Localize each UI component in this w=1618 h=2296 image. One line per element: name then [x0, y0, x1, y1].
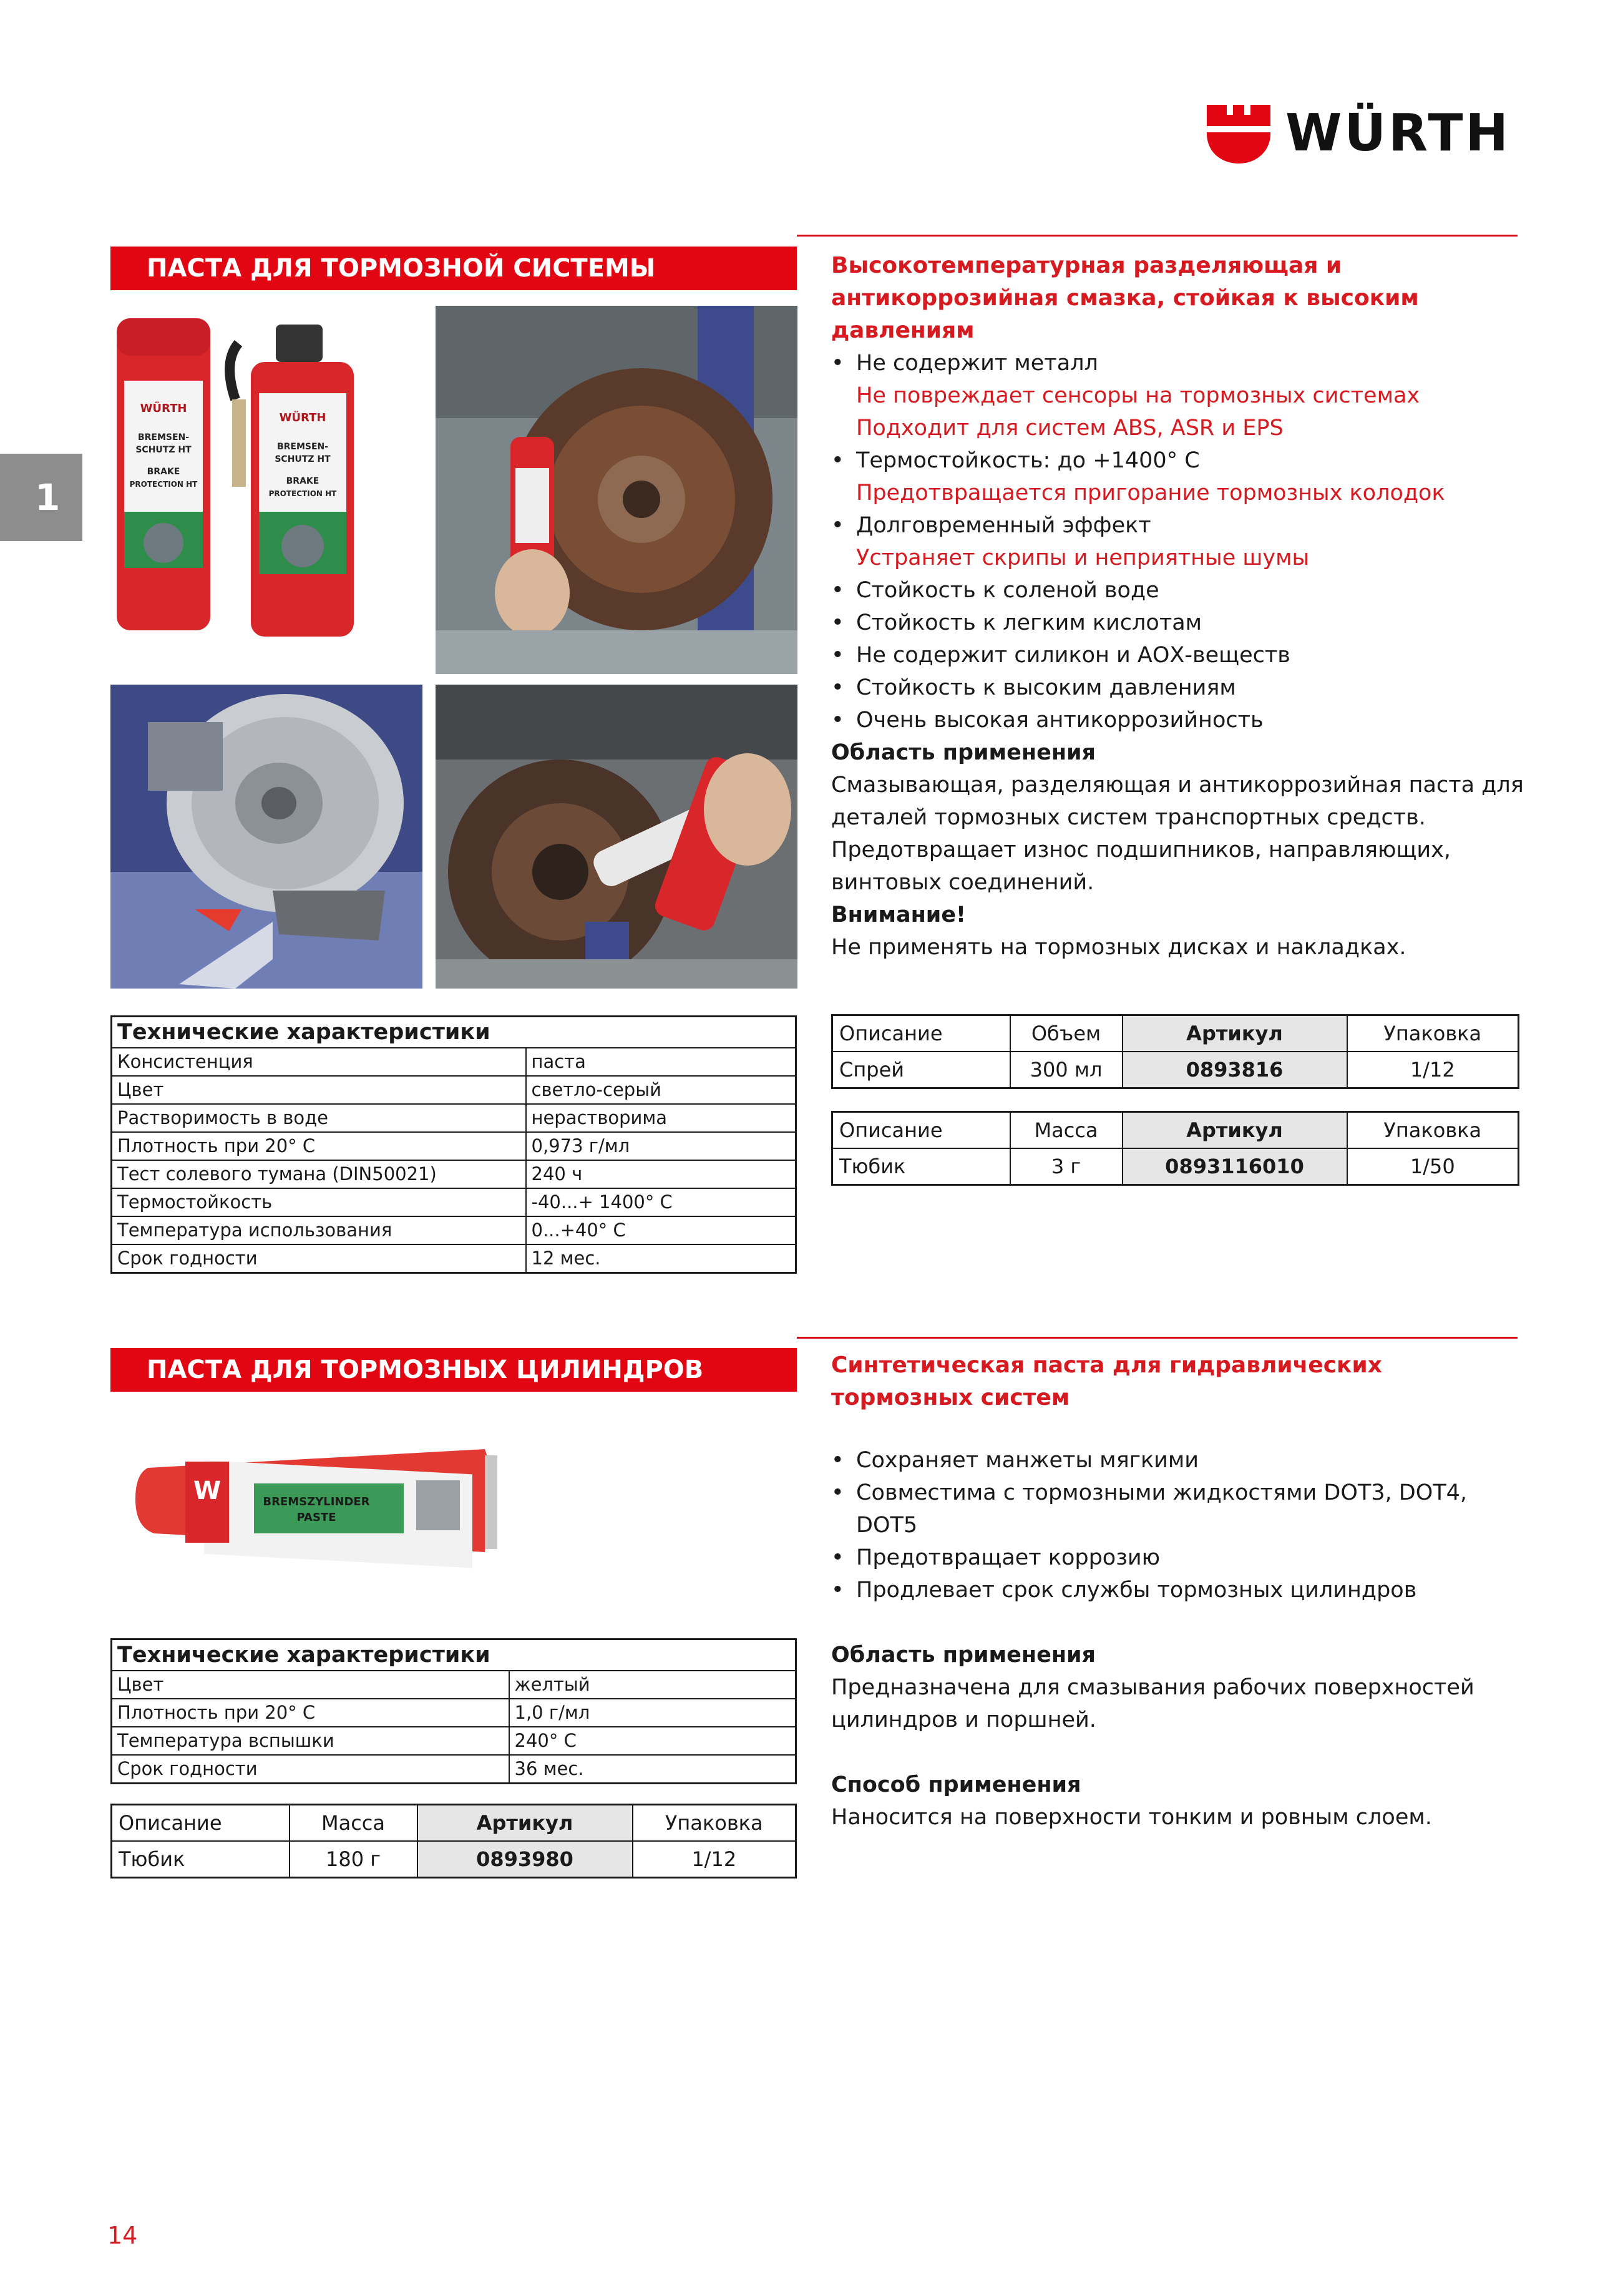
feature-item: • Продлевает срок службы тормозных цилиндров: [831, 1574, 1524, 1606]
feature-item: • Совместима с тормозными жидкостями DOT3, DOT4, DOT5: [831, 1477, 1524, 1541]
feature-item: • Сохраняет манжеты мягкими: [831, 1444, 1524, 1477]
article-number: 0893816: [1123, 1052, 1347, 1088]
tube-product-table: [831, 1111, 1519, 1186]
application-text: Предназначена для смазывания рабочих поверхностей цилиндров и поршней.: [831, 1675, 1474, 1732]
application-title: Область применения: [831, 1643, 1096, 1668]
spec-table-title: Технические характеристики: [112, 1017, 796, 1048]
section1-headline: Высокотемпературная разделяющая и антикоррозийная смазка, стойкая к высоким давлениям: [831, 253, 1419, 343]
section2-description: [831, 1349, 1524, 1834]
brake-drum-spray-photo: [436, 685, 797, 989]
svg-text:PASTE: PASTE: [296, 1511, 336, 1524]
section1-divider: [797, 235, 1518, 237]
table-row: Растворимость в воде нерастворима: [112, 1104, 796, 1132]
feature-note: Не повреждает сенсоры на тормозных системах: [856, 383, 1420, 408]
product-cans-image: [110, 306, 422, 643]
wurth-logo: [1204, 99, 1529, 167]
svg-text:BREMSZYLINDER: BREMSZYLINDER: [263, 1495, 370, 1508]
brake-disc-illustration: [110, 685, 422, 989]
table-row: Тюбик 3 г 0893116010 1/50: [832, 1148, 1519, 1185]
feature-item: • Не содержит силикон и АОХ-веществ: [831, 639, 1524, 672]
table-row: Тюбик 180 г 0893980 1/12: [112, 1841, 796, 1878]
section2-spec-table: [110, 1638, 797, 1784]
method-title: Способ применения: [831, 1772, 1081, 1797]
paste-tube-image: [110, 1418, 504, 1586]
page-number: 14: [107, 2222, 138, 2249]
article-number: 0893116010: [1123, 1148, 1347, 1185]
svg-text:PROTECTION HT: PROTECTION HT: [268, 489, 337, 498]
svg-text:SCHUTZ HT: SCHUTZ HT: [275, 454, 331, 464]
brand-name: WÜRTH: [1285, 104, 1511, 163]
svg-text:BRAKE: BRAKE: [286, 476, 319, 486]
feature-item: • Стойкость к соленой воде: [831, 574, 1524, 607]
table-row: Тест солевого тумана (DIN50021) 240 ч: [112, 1160, 796, 1188]
section1-description: [831, 250, 1524, 964]
table-row: Консистенция паста: [112, 1048, 796, 1076]
feature-item: • Не содержит металл: [831, 347, 1524, 379]
feature-item: • Стойкость к легким кислотам: [831, 607, 1524, 639]
table-row: Плотность при 20° С 1,0 г/мл: [112, 1699, 796, 1727]
article-number: 0893980: [417, 1841, 633, 1878]
table-row: Температура вспышки 240° С: [112, 1727, 796, 1755]
svg-text:BRAKE: BRAKE: [147, 467, 180, 477]
svg-text:BREMSEN-: BREMSEN-: [137, 432, 190, 442]
chapter-tab: 1: [0, 454, 82, 541]
table-row: Спрей 300 мл 0893816 1/12: [832, 1052, 1519, 1088]
feature-item: • Термостойкость: до +1400° С: [831, 444, 1524, 477]
brake-hub-spray-photo: [436, 306, 797, 674]
table-row: Температура использования 0...+40° С: [112, 1216, 796, 1244]
cylinder-paste-product-table: [110, 1804, 797, 1878]
spec-table-title: Технические характеристики: [112, 1639, 796, 1671]
feature-item: • Предотвращает коррозию: [831, 1541, 1524, 1574]
table-header-row: Описание Масса Артикул Упаковка: [112, 1805, 796, 1842]
svg-text:WÜRTH: WÜRTH: [279, 411, 326, 424]
section1-spec-table: [110, 1015, 797, 1274]
feature-note: Подходит для систем ABS, ASR и EPS: [856, 416, 1284, 441]
feature-item: • Очень высокая антикоррозийность: [831, 704, 1524, 736]
table-row: Срок годности 12 мес.: [112, 1244, 796, 1273]
svg-text:W: W: [193, 1477, 222, 1505]
table-row: Термостойкость -40...+ 1400° С: [112, 1188, 796, 1216]
feature-note: Устраняет скрипы и неприятные шумы: [856, 545, 1310, 570]
warning-text: Не применять на тормозных дисках и накладках.: [831, 935, 1406, 960]
section2-title: ПАСТА ДЛЯ ТОРМОЗНЫХ ЦИЛИНДРОВ: [110, 1348, 797, 1392]
table-header-row: Описание Масса Артикул Упаковка: [832, 1112, 1519, 1149]
svg-text:BREMSEN-: BREMSEN-: [276, 442, 329, 452]
svg-text:PROTECTION HT: PROTECTION HT: [129, 480, 198, 489]
section1-title: ПАСТА ДЛЯ ТОРМОЗНОЙ СИСТЕМЫ: [110, 247, 797, 290]
table-row: Цвет желтый: [112, 1671, 796, 1699]
wurth-emblem-icon: [1204, 99, 1273, 167]
feature-item: • Стойкость к высоким давлениям: [831, 672, 1524, 704]
application-text: Смазывающая, разделяющая и антикоррозийная паста для деталей тормозных систем транспортных средств. Предотвращает износ подшипников, направляющих, винтовых соединений.: [831, 773, 1524, 895]
application-title: Область применения: [831, 740, 1096, 765]
warning-title: Внимание!: [831, 902, 967, 927]
svg-text:SCHUTZ HT: SCHUTZ HT: [135, 445, 192, 455]
spray-product-table: [831, 1014, 1519, 1089]
table-row: Цвет светло-серый: [112, 1076, 796, 1104]
table-row: Срок годности 36 мес.: [112, 1755, 796, 1784]
section2-divider: [797, 1337, 1518, 1339]
table-header-row: Описание Объем Артикул Упаковка: [832, 1015, 1519, 1052]
method-text: Наносится на поверхности тонким и ровным слоем.: [831, 1805, 1432, 1830]
svg-text:WÜRTH: WÜRTH: [140, 402, 187, 415]
section2-headline: Синтетическая паста для гидравлических тормозных систем: [831, 1352, 1382, 1410]
feature-item: • Долговременный эффект: [831, 509, 1524, 542]
table-row: Плотность при 20° С 0,973 г/мл: [112, 1132, 796, 1160]
feature-note: Предотвращается пригорание тормозных колодок: [856, 481, 1445, 506]
